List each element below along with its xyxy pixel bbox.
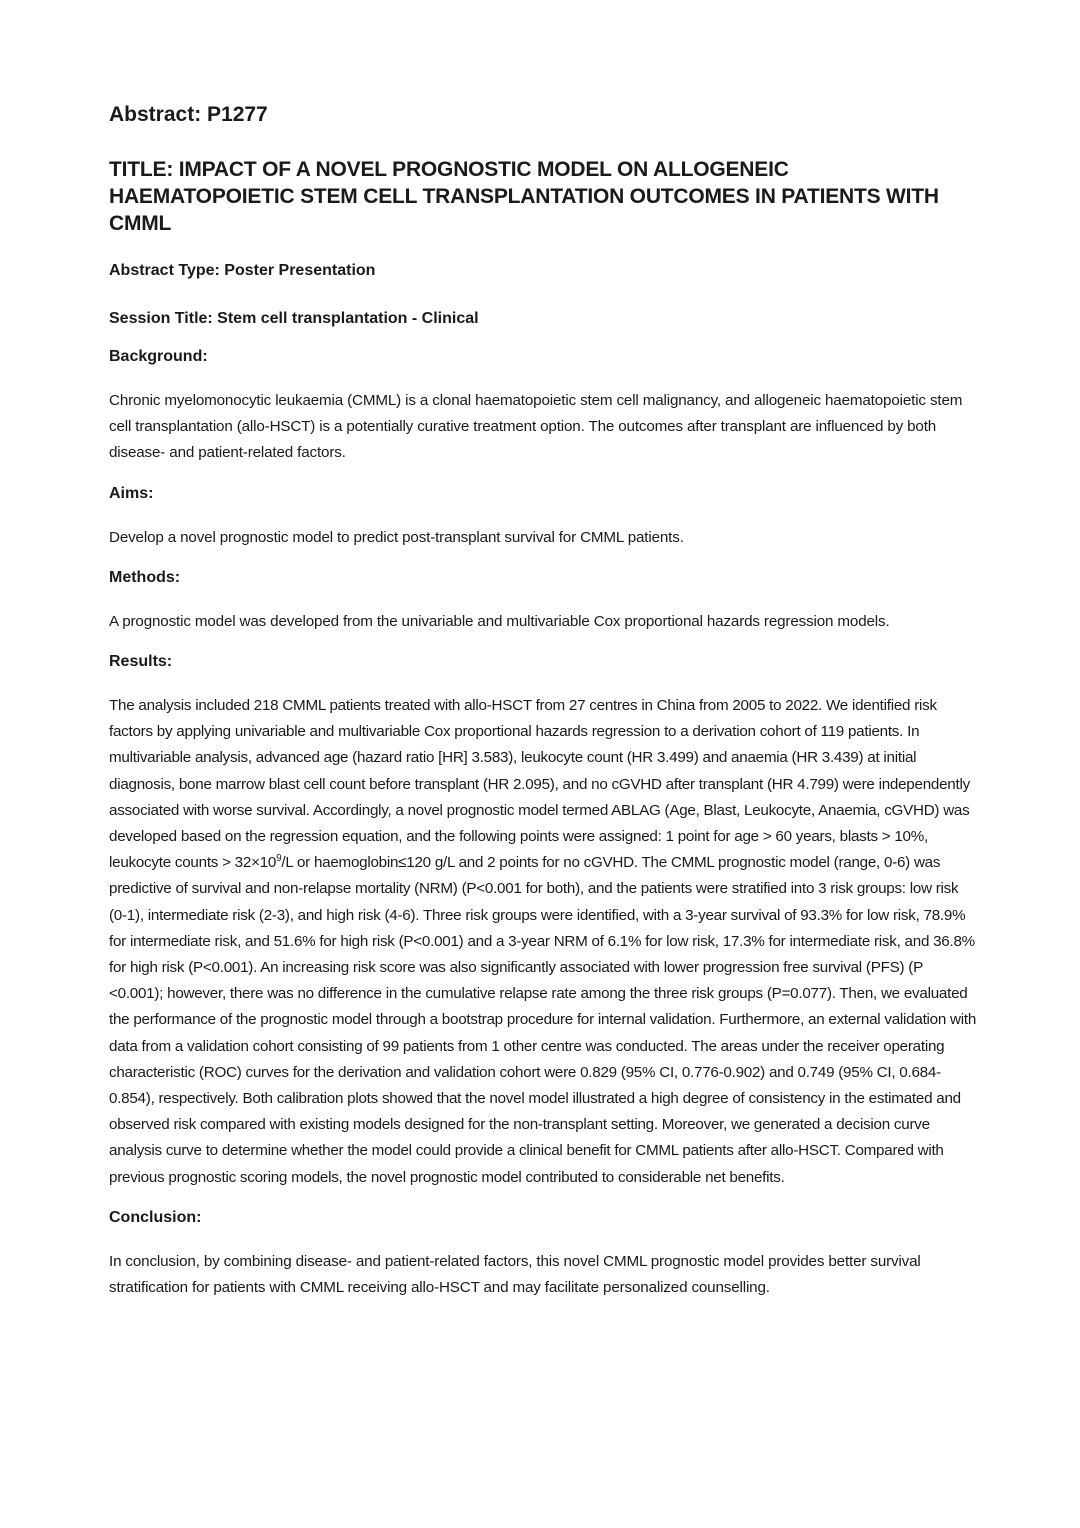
conclusion-heading: Conclusion: — [109, 1208, 202, 1226]
results-text-part1: The analysis included 218 CMML patients treated with allo-HSCT from 27 centres in China from 2005 to 2022. We identified risk factors by applying univariable and multivariable Cox proportional hazards regression to a derivation cohort of 119 patients. In multivariable analysis, advanced age (hazard ratio [HR] 3.583), leukocyte count (HR 3.499) and anaemia (HR 3.439) at initial diagnosis, bone marrow blast cell count before transplant (HR 2.095), and no cGVHD after transplant (HR 4.799) were independently associated with worse survival. Accordingly, a novel prognostic model termed ABLAG (Age, Blast, Leukocyte, Anaemia, cGVHD) was developed based on the regression equation, and the following points were assigned: 1 point for age > 60 years, blasts > 10%, leukocyte counts > 32×10 — [109, 697, 970, 872]
abstract-document — [109, 100, 979, 1317]
methods-section — [109, 567, 979, 635]
methods-text: A prognostic model was developed from the univariable and multivariable Cox proportional hazards regression models. — [109, 612, 890, 630]
aims-section — [109, 483, 979, 551]
results-heading: Results: — [109, 653, 173, 671]
aims-text: Develop a novel prognostic model to predict post-transplant survival for CMML patients. — [109, 528, 684, 546]
abstract-id: Abstract: P1277 — [109, 103, 268, 126]
results-text — [109, 693, 979, 1191]
aims-heading: Aims: — [109, 484, 154, 502]
results-section — [109, 651, 979, 1191]
conclusion-text: In conclusion, by combining disease- and patient-related factors, this novel CMML prognostic model provides better survival stratification for patients with CMML receiving allo-HSCT and may facilitate personalized counselling. — [109, 1252, 921, 1297]
abstract-type: Abstract Type: Poster Presentation — [109, 262, 376, 279]
background-heading: Background: — [109, 348, 208, 365]
background-text: Chronic myelomonocytic leukaemia (CMML) is a clonal haematopoietic stem cell malignancy, and allogeneic haematopoietic stem cell transplantation (allo-HSCT) is a potentially curative treatment option. The outcomes after transplant are influenced by both disease- and patient-related factors. — [109, 392, 963, 462]
results-text-part2: /L or haemoglobin≤120 g/L and 2 points for no cGVHD. The CMML prognostic model (range, 0-6) was predictive of survival and non-relapse mortality (NRM) (P<0.001 for both), and the patients were stratified into 3 risk groups: low risk (0-1), intermediate risk (2-3), and high risk (4-6). Three risk groups were identified, with a 3-year survival of 93.3% for low risk, 78.9% for intermediate risk, and 51.6% for high risk (P<0.001) and a 3-year NRM of 6.1% for low risk, 17.3% for intermediate risk, and 36.8% for high risk (P<0.001). An increasing risk score was also significantly associated with lower progression free survival (PFS) (P <0.001); however, there was no difference in the cumulative relapse rate among the three risk groups (P=0.077). Then, we evaluated the performance of the prognostic model through a bootstrap procedure for internal validation. Furthermore, an external validation with data from a validation cohort consisting of 99 patients from 1 other centre was conducted. The areas under the receiver operating characteristic (ROC) curves for the derivation and validation cohort were 0.829 (95% CI, 0.776-0.902) and 0.749 (95% CI, 0.684-0.854), respectively. Both calibration plots showed that the novel model illustrated a high degree of consistency in the estimated and observed risk compared with existing models designed for the non-transplant setting. Moreover, we generated a decision curve analysis curve to determine whether the model could provide a clinical benefit for CMML patients after allo-HSCT. Compared with previous prognostic scoring models, the novel prognostic model contributed to considerable net benefits. — [109, 854, 977, 1186]
conclusion-section — [109, 1207, 979, 1301]
session-title: Session Title: Stem cell transplantation - Clinical — [109, 310, 479, 327]
background-section — [109, 346, 979, 467]
results-superscript: 9 — [276, 853, 282, 865]
abstract-title: TITLE: IMPACT OF A NOVEL PROGNOSTIC MODEL ON ALLOGENEIC HAEMATOPOIETIC STEM CELL TRANSPLANTATION OUTCOMES IN PATIENTS WITH CMML — [109, 158, 939, 235]
methods-heading: Methods: — [109, 568, 181, 586]
